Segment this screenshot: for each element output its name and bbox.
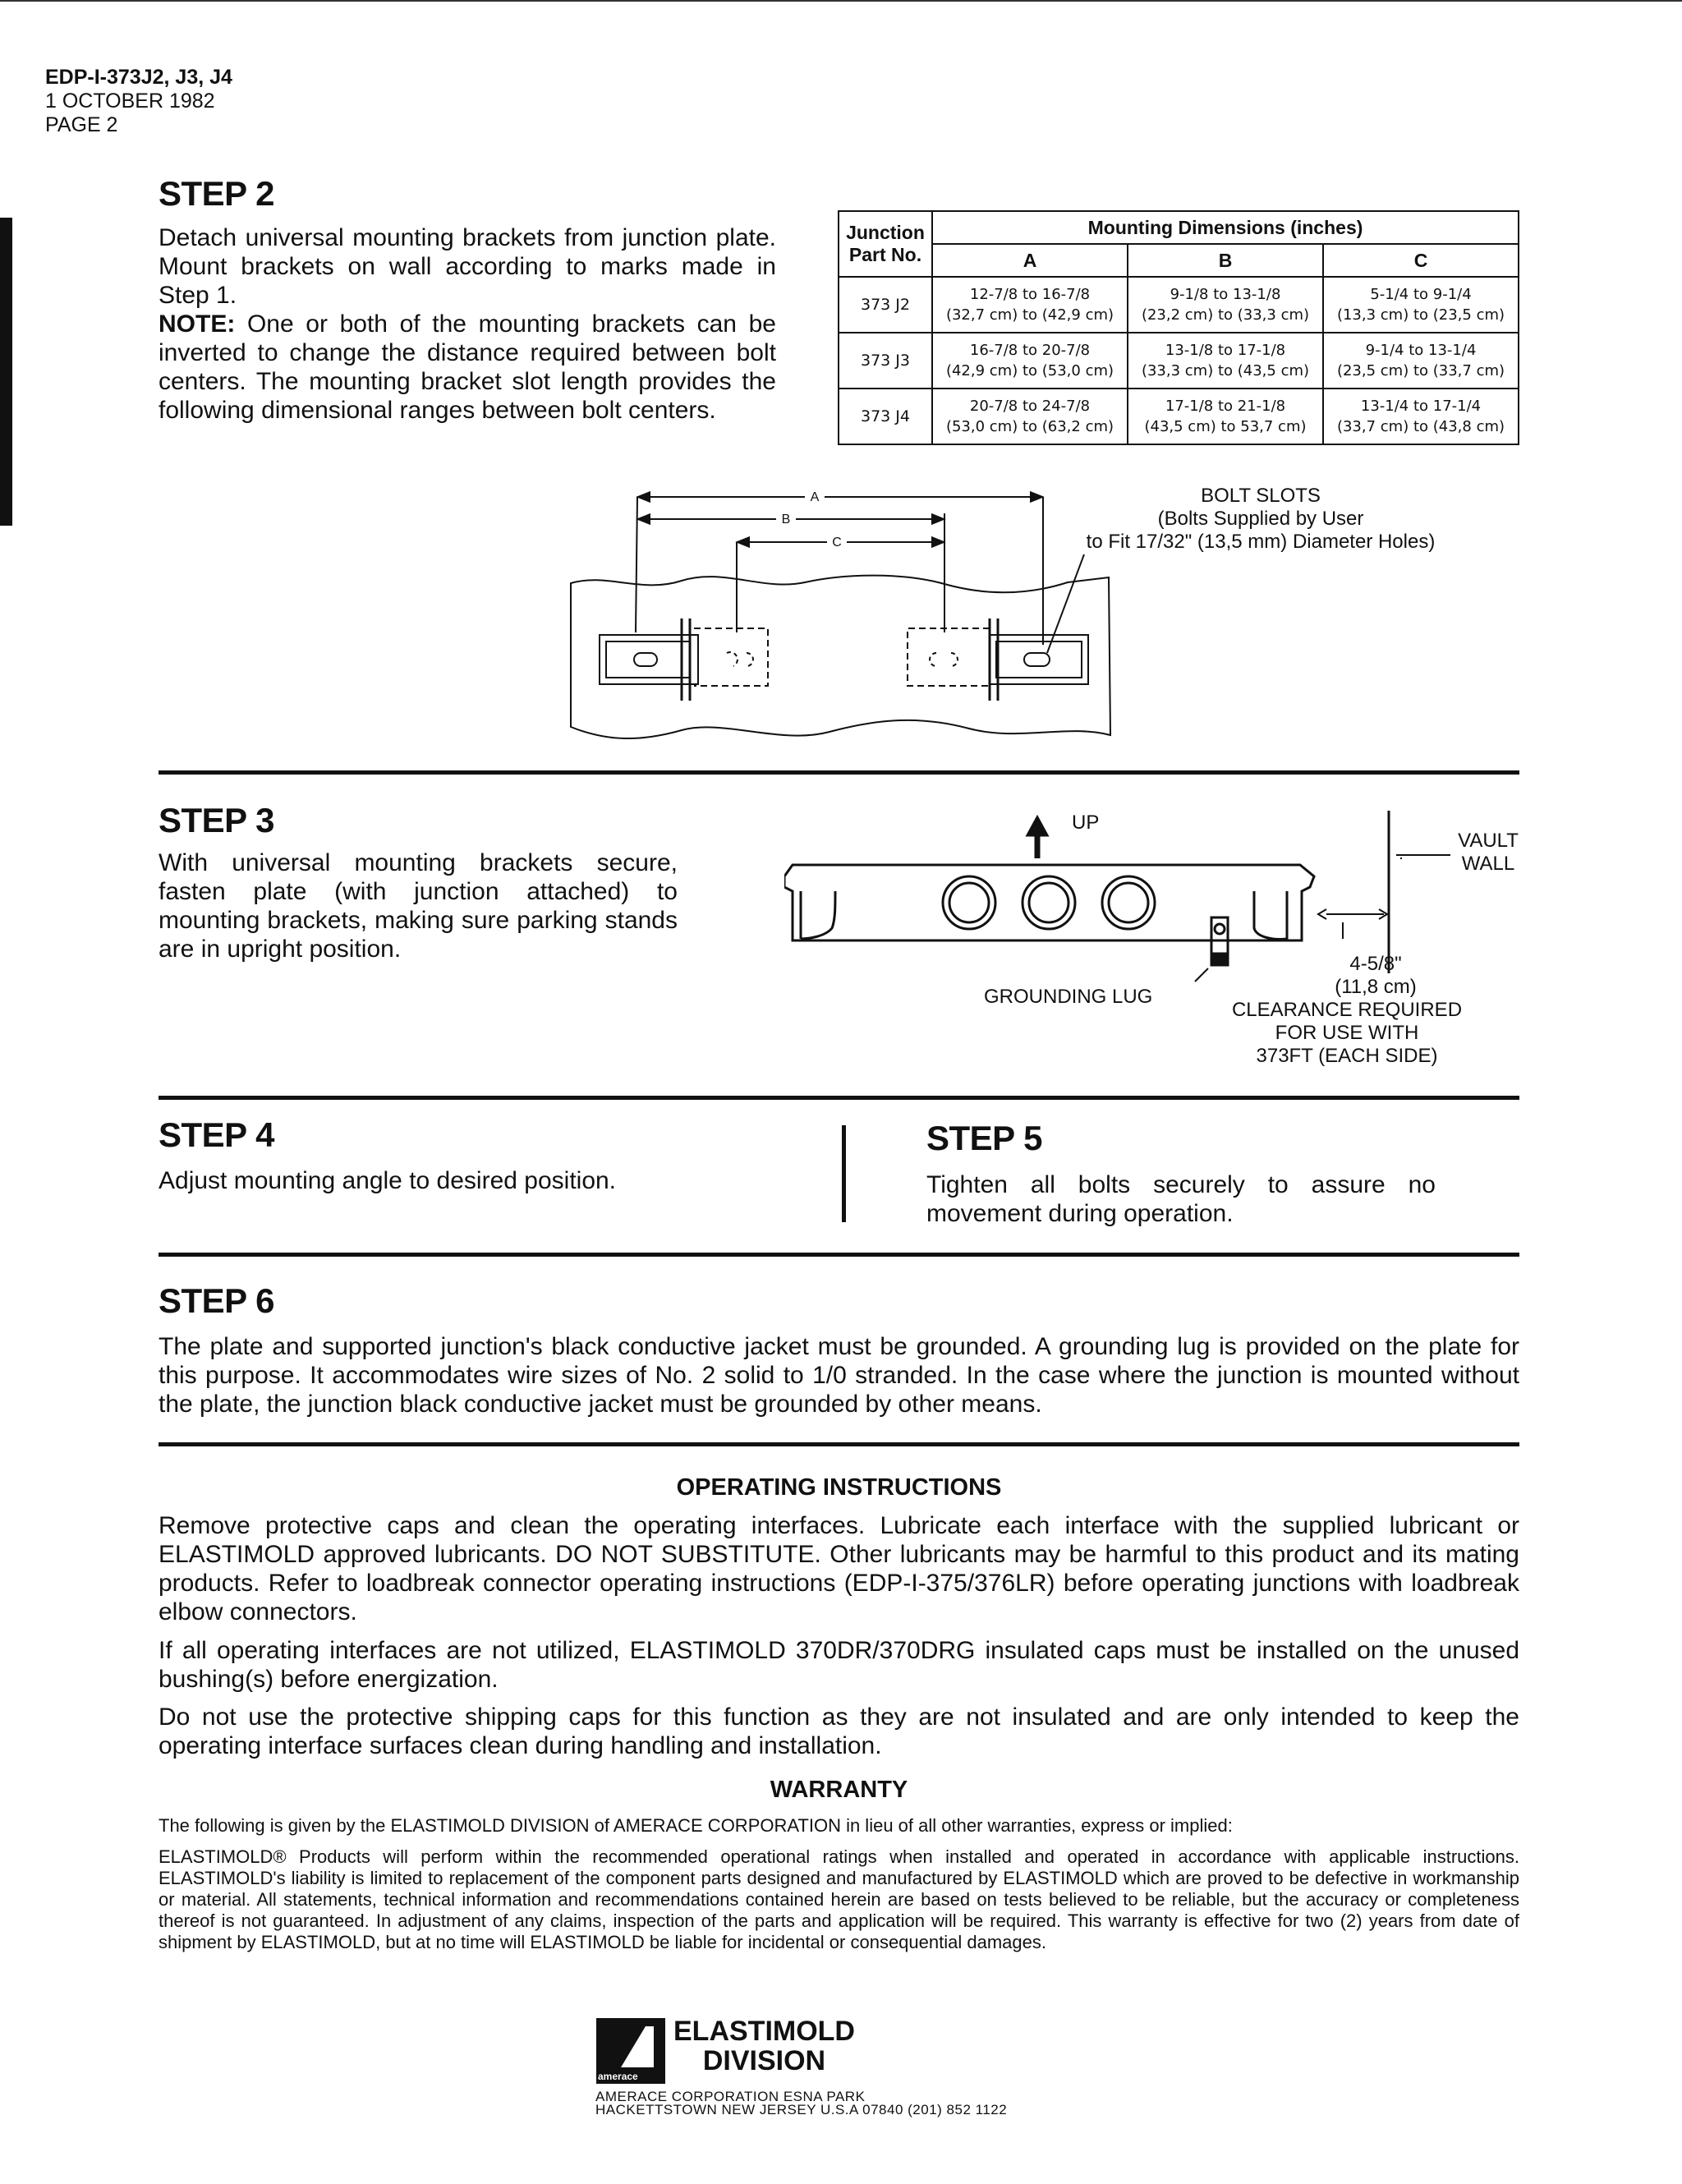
lug-leader (1195, 968, 1208, 982)
bolt-slots-line2: (Bolts Supplied by User (1157, 508, 1364, 530)
dim-a-in: 16-7/8 to 20-7/8 (969, 342, 1091, 359)
label-c: C (832, 536, 842, 549)
step-column-divider (842, 1125, 846, 1222)
right-bolt-slot (1024, 653, 1050, 666)
col-part-header: Junction Part No. (839, 211, 932, 277)
top-edge-line (0, 0, 1682, 2)
step5-title: STEP 5 (926, 1119, 1042, 1157)
brand-name (673, 2016, 855, 2076)
brand-line2: DIVISION (702, 2045, 826, 2076)
vault-label-line2: WALL (1461, 853, 1515, 875)
divider (159, 1253, 1519, 1257)
dim-c-cell (1323, 389, 1519, 444)
dim-c-cm: (23,5 cm) to (33,7 cm) (1336, 362, 1505, 379)
label-b: B (781, 513, 791, 526)
table-header-row (839, 211, 1519, 244)
step4-body: Adjust mounting angle to desired position. (159, 1167, 617, 1194)
part-cell: 373 J4 (839, 389, 932, 444)
table-subheader-row (839, 244, 1519, 277)
dim-a-cm: (53,0 cm) to (63,2 cm) (945, 418, 1114, 435)
label-a: A (810, 490, 820, 504)
dim-a-cell (932, 389, 1128, 444)
vault-wall-arrow (1396, 854, 1450, 856)
clearance-text3: 373FT (EACH SIDE) (1256, 1045, 1438, 1067)
step2-body: Detach universal mounting brackets from junction plate. Mount brackets on wall according to marks made in Step 1. (159, 224, 776, 309)
logo-word: amerace (598, 2071, 638, 2082)
dim-a-in: 20-7/8 to 24-7/8 (969, 398, 1091, 415)
step3-title: STEP 3 (159, 801, 274, 839)
step6-title: STEP 6 (159, 1281, 274, 1320)
right-parking-stand (1254, 891, 1287, 939)
dim-a-cell (932, 333, 1128, 389)
table-row (839, 333, 1519, 389)
dim-c-cell (1323, 277, 1519, 333)
clearance-label (1207, 953, 1487, 1068)
grounding-lug-label: GROUNDING LUG (984, 986, 1153, 1008)
address-line2: HACKETTSTOWN NEW JERSEY U.S.A 07840 (201) 852 1122 (595, 2102, 1008, 2117)
left-alt-slot (727, 652, 753, 666)
dim-b-in: 13-1/8 to 17-1/8 (1165, 342, 1286, 359)
doc-number: EDP-I-373J2, J3, J4 (45, 66, 232, 89)
table-row (839, 389, 1519, 444)
operating-p2: If all operating interfaces are not utilized, ELASTIMOLD 370DR/370DRG insulated caps must be installed on the unused bushing(s) before energization. (159, 1637, 1519, 1693)
part-cell: 373 J3 (839, 333, 932, 389)
divider (159, 1442, 1519, 1446)
part-cell: 373 J2 (839, 277, 932, 333)
up-arrow-head (1027, 817, 1047, 835)
operating-p1: Remove protective caps and clean the operating interfaces. Lubricate each interface with the supplied lubricant or ELASTIMOLD approved lubricants. DO NOT SUBSTITUTE. Other lubricants may be harmful to this product and its mating products. Refer to loadbreak connector operating instructions (EDP-I-375/376LR) before operating junctions with loadbreak elbow connectors. (159, 1512, 1519, 1625)
amerace-logo (596, 2018, 665, 2084)
company-address (595, 2090, 1007, 2117)
left-bolt-slot (634, 653, 657, 666)
dim-b-cm: (43,5 cm) to 53,7 cm) (1144, 418, 1307, 435)
step5-body: Tighten all bolts securely to assure no movement during operation. (926, 1171, 1436, 1227)
up-label: UP (1072, 812, 1100, 834)
clearance-text2: FOR USE WITH (1275, 1022, 1419, 1044)
col-b-header: B (1128, 244, 1323, 277)
dim-b-cell (1128, 333, 1323, 389)
dim-c-in: 13-1/4 to 17-1/4 (1360, 398, 1482, 415)
bolt-slots-label (1064, 485, 1458, 554)
step2-note-label: NOTE: (159, 310, 236, 338)
bracket-diagram (558, 480, 1133, 752)
dim-b-cm: (23,2 cm) to (33,3 cm) (1141, 306, 1310, 324)
doc-header (45, 66, 232, 137)
dim-b-cell (1128, 277, 1323, 333)
page-number: PAGE 2 (45, 113, 118, 136)
doc-date: 1 OCTOBER 1982 (45, 90, 215, 113)
vault-label-line1: VAULT (1458, 830, 1519, 852)
dim-b-cm: (33,3 cm) to (43,5 cm) (1141, 362, 1310, 379)
bolt-slots-line1: BOLT SLOTS (1201, 485, 1321, 507)
dim-a-cm: (42,9 cm) to (53,0 cm) (945, 362, 1114, 379)
lug-screw (1215, 924, 1225, 934)
dim-c-cm: (33,7 cm) to (43,8 cm) (1336, 418, 1505, 435)
operating-title: OPERATING INSTRUCTIONS (676, 1474, 1002, 1501)
warranty-title: WARRANTY (770, 1777, 908, 1803)
left-parking-stand (801, 891, 835, 939)
right-bracket-inner (996, 641, 1082, 678)
dim-b-in: 9-1/8 to 13-1/8 (1170, 286, 1281, 303)
brand-line1: ELASTIMOLD (673, 2016, 855, 2047)
clearance-cm: (11,8 cm) (1335, 976, 1417, 998)
dim-b-in: 17-1/8 to 21-1/8 (1165, 398, 1286, 415)
bushing-inner (949, 883, 989, 922)
col-group-header: Mounting Dimensions (inches) (932, 211, 1519, 244)
dim-c-cell (1323, 333, 1519, 389)
bushing (1102, 876, 1155, 929)
clearance-text1: CLEARANCE REQUIRED (1231, 999, 1463, 1021)
left-bracket-inner (606, 641, 690, 678)
bushing-inner (1109, 883, 1148, 922)
dim-extension-line (636, 497, 637, 632)
warranty-p2: ELASTIMOLD® Products will perform within the recommended operational ratings when installed and operated in accordance with applicable instructions. ELASTIMOLD's liability is limited to replacement of the component parts designed and manufactured by ELASTIMOLD which are proved to be defective in workmanship or material. All statements, technical information and recommendations contained herein are based on tests believed to be reliable, but the accuracy or completeness thereof is not guaranteed. In adjustment of any claims, inspection of the parts and application will be required. This warranty is effective for two (2) years from date of shipment by ELASTIMOLD, but at no time will ELASTIMOLD be liable for incidental or consequential damages. (159, 1846, 1519, 1952)
divider (159, 770, 1519, 775)
address-line1: AMERACE CORPORATION ESNA PARK (595, 2089, 866, 2104)
dim-c-in: 9-1/4 to 13-1/4 (1365, 342, 1477, 359)
warranty-p1: The following is given by the ELASTIMOLD DIVISION of AMERACE CORPORATION in lieu of all other warranties, express or implied: (159, 1815, 1233, 1836)
bushing (943, 876, 995, 929)
clearance-inches: 4-5/8" (1349, 953, 1402, 975)
dim-c-in: 5-1/4 to 9-1/4 (1370, 286, 1472, 303)
operating-p3: Do not use the protective shipping caps for this function as they are not insulated and are only intended to keep the operating interface surfaces clean during handling and installation. (159, 1704, 1519, 1759)
right-bracket-alt (908, 628, 990, 686)
left-bracket-alt (694, 628, 768, 686)
dim-a-in: 12-7/8 to 16-7/8 (969, 286, 1091, 303)
col-c-header: C (1323, 244, 1519, 277)
left-edge-bar (0, 218, 12, 526)
step6-body: The plate and supported junction's black conductive jacket must be grounded. A grounding lug is provided on the plate for this purpose. It accommodates wire sizes of No. 2 solid to 1/0 stranded. In the case where the junction is mounted without the plate, the junction black conductive jacket must be grounded by other means. (159, 1333, 1519, 1418)
bushing-inner (1029, 883, 1068, 922)
vault-wall-label (1447, 830, 1529, 876)
wall-outline (571, 576, 1110, 738)
dim-c-cm: (13,3 cm) to (23,5 cm) (1336, 306, 1505, 324)
step2-note-body: One or both of the mounting brackets can be inverted to change the distance required between bolt centers. The mounting bracket slot length provides the following dimensional ranges between bolt centers. (159, 310, 776, 424)
step2-title: STEP 2 (159, 174, 274, 213)
bushing (1023, 876, 1075, 929)
mounting-dimensions-table (838, 210, 1519, 445)
bolt-slot-leader (1047, 554, 1084, 653)
col-a-header: A (932, 244, 1128, 277)
clearance-arrow-left (1318, 909, 1326, 919)
step3-body: With universal mounting brackets secure, fasten plate (with junction attached) to mounting brackets, making sure parking stands are in upright position. (159, 849, 678, 963)
dim-b-cell (1128, 389, 1323, 444)
step4-title: STEP 4 (159, 1115, 274, 1154)
right-alt-slot (930, 653, 958, 666)
divider (159, 1096, 1519, 1100)
table-row (839, 277, 1519, 333)
bolt-slots-line3: to Fit 17/32" (13,5 mm) Diameter Holes) (1086, 531, 1436, 553)
step2-text (159, 223, 776, 425)
dim-a-cell (932, 277, 1128, 333)
dim-a-cm: (32,7 cm) to (42,9 cm) (945, 306, 1114, 324)
